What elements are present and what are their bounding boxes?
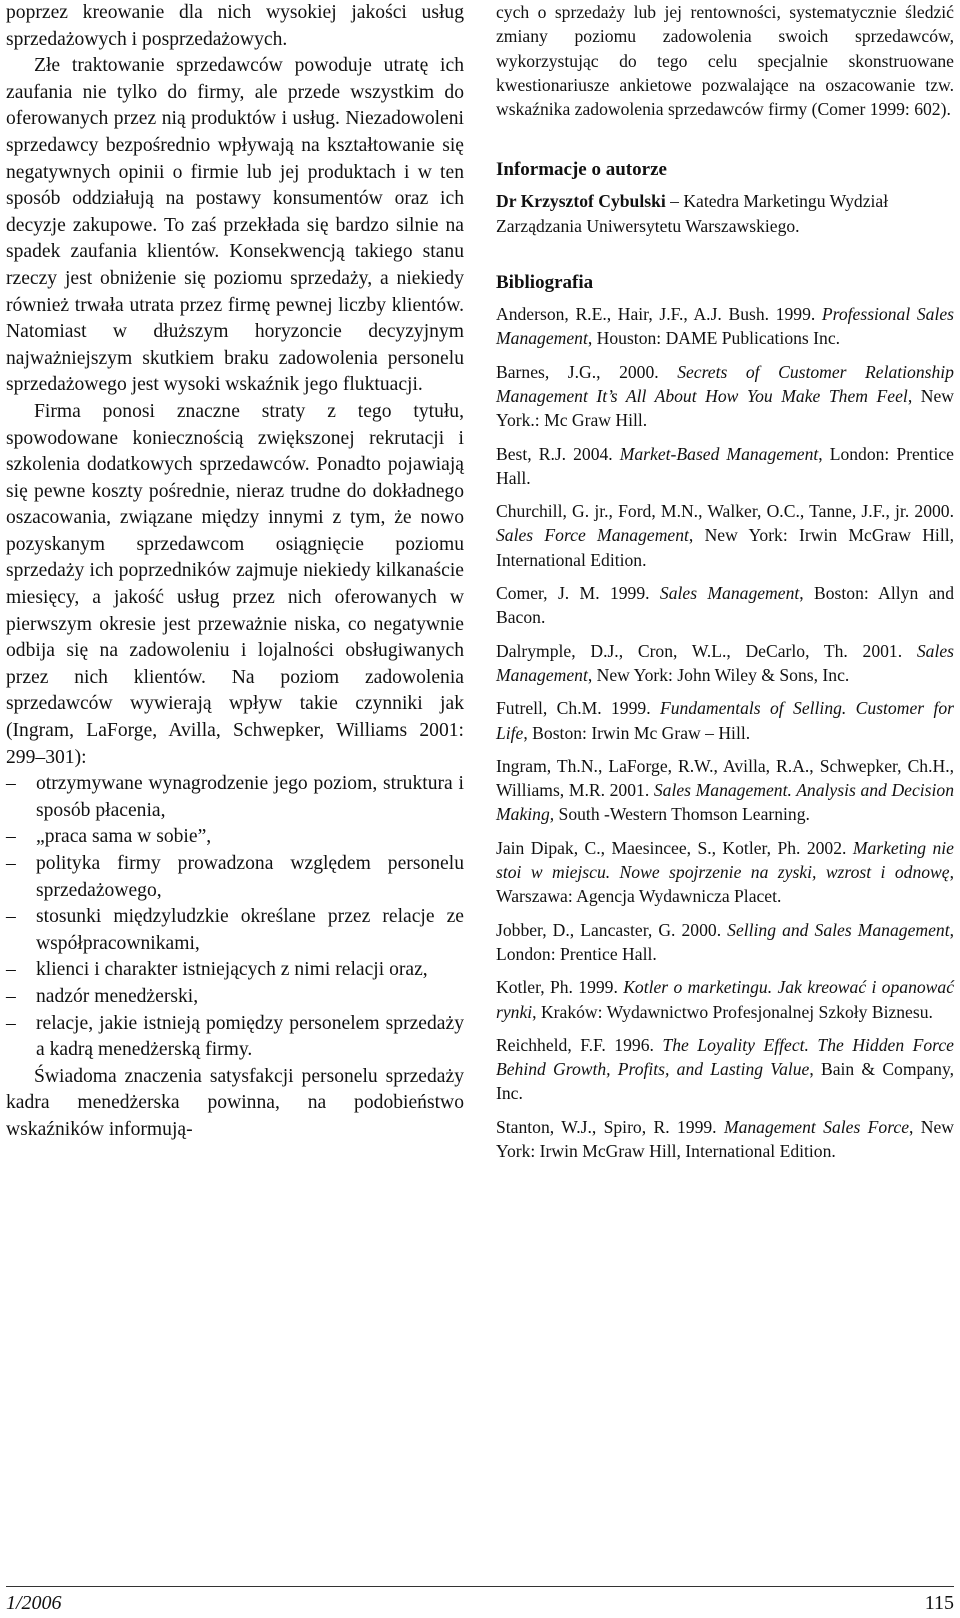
- bibliography-entry: Best, R.J. 2004. Market-Based Management, London: Prentice Hall.: [496, 443, 954, 488]
- right-column: [496, 0, 954, 1172]
- list-item: – relacje, jakie istnieją pomiędzy personelem sprzedaży a kadrą menedżerską firmy.: [6, 1011, 464, 1064]
- list-item: – nadzór menedżerski,: [6, 984, 464, 1011]
- list-item: – otrzymywane wynagrodzenie jego poziom, struktura i sposób płacenia,: [6, 771, 464, 824]
- body-paragraph-3: Firma ponosi znaczne straty z tego tytułu, spowodowane koniecznością zwiększonej rekrutacji i szkolenia dodatkowych sprzedawców. Ponadto pojawiają się pewne koszty pośrednie, nieraz trudne do dokładnego oszacowania, związane między innymi z tym, że nowo pozyskanym sprzedawcom osiągnięcie poziomu sprzedaży ich poprzedników zajmuje niekiedy kilkanaście miesięcy, a jakość usług przez nich oferowanych w pierwszym okresie jest przeważnie niska, co negatywnie odbija się na zadowoleniu i lojalności obsługiwanych przez nich klientów. Na poziom zadowolenia sprzedawców wywierają wpływ takie czynniki jak (Ingram, LaForge, Avilla, Schwepker, Williams 2001: 299–301):: [6, 400, 464, 768]
- bibliography-entry: Jain Dipak, C., Maesincee, S., Kotler, Ph. 2002. Marketing nie stoi w miejscu. Nowe spojrzenie na zyski, wzrost i odnowę, Warszawa: Agencja Wydawnicza Placet.: [496, 837, 954, 907]
- body-paragraph-2: Złe traktowanie sprzedawców powoduje utratę ich zaufania nie tylko do firmy, ale przede wszystkim do oferowanych przez nią produktów i usług. Niezadowoleni sprzedawcy bezpośrednio wpływają na kształtowanie się negatywnych opinii o firmie lub jej produktach i w ten sposób oddziałują na postawy konsumentów oraz ich decyzje zakupowe. To zaś przekłada się bardzo silnie na spadek zaufania klientów. Konsekwencją takiego stanu rzeczy jest obniżenie się poziomu sprzedaży, a niekiedy również trwała utrata przez firmę pewnej liczby klientów. Natomiast w dłuższym horyzoncie decyzyjnym najważniejszym skutkiem braku zadowolenia personelu sprzedażowego jest wysoki wskaźnik jego fluktuacji.: [6, 55, 464, 396]
- spacer: [496, 121, 954, 157]
- bibliography-heading: Bibliografia: [496, 272, 594, 294]
- bibliography-entry: Dalrymple, D.J., Cron, W.L., DeCarlo, Th. 2001. Sales Management, New York: John Wiley & Sons, Inc.: [496, 640, 954, 685]
- bibliography-entry: Kotler, Ph. 1999. Kotler o marketingu. Jak kreować i opanować rynki, Kraków: Wydawnictwo Profesjonalnej Szkoły Biznesu.: [496, 977, 955, 1022]
- bibliography-entry: Jobber, D., Lancaster, G. 2000. Selling and Sales Management, London: Prentice Hall.: [496, 919, 954, 964]
- list-item: – klienci i charakter istniejących z nimi relacji oraz,: [6, 957, 464, 984]
- author-heading: Informacje o autorze: [496, 159, 667, 181]
- list-item: – polityka firmy prowadzona względem personelu sprzedażowego,: [6, 851, 464, 904]
- body-paragraph-closing: Świadoma znaczenia satysfakcji personelu sprzedaży kadra menedżerska powinna, na podobieństwo wskaźników informują-: [6, 1065, 464, 1140]
- bibliography-entry: Futrell, Ch.M. 1999. Fundamentals of Selling. Customer for Life, Boston: Irwin Mc Graw – Hill.: [496, 698, 954, 743]
- issue-number: 1/2006: [6, 1592, 62, 1614]
- bibliography-list: [496, 302, 954, 1163]
- bibliography-entry: Stanton, W.J., Spiro, R. 1999. Management Sales Force, New York: Irwin McGraw Hill, International Edition.: [496, 1116, 954, 1161]
- author-name: Dr Krzysztof Cybulski: [496, 191, 666, 212]
- continued-paragraph: cych o sprzedaży lub jej rentowności, systematycznie śledzić zmiany poziomu zadowolenia swoich sprzedawców, wykorzystując do tego celu specjalnie skonstruowane kwestionariusze ankietowe pozwalające na oszacowanie tzw. wskaźnika zadowolenia sprzedawców firmy (Comer 1999: 602).: [496, 2, 954, 120]
- bibliography-entry: Comer, J. M. 1999. Sales Management, Boston: Allyn and Bacon.: [496, 583, 955, 628]
- bibliography-entry: Churchill, G. jr., Ford, M.N., Walker, O.C., Tanne, J.F., jr. 2000. Sales Force Management, New York: Irwin McGraw Hill, International Edition.: [496, 501, 954, 570]
- footer-rule: [6, 1586, 954, 1587]
- left-column: [6, 0, 464, 1144]
- author-affiliation: – Katedra Marketingu Wydział Zarządzania Uniwersytetu Warszawskiego.: [496, 191, 889, 236]
- satisfaction-factors-list: [6, 771, 464, 1064]
- body-paragraph-1: poprzez kreowanie dla nich wysokiej jakości usług sprzedażowych i posprzedażowych.: [6, 2, 464, 50]
- list-item: – „praca sama w sobie”,: [6, 824, 464, 851]
- spacer: [496, 238, 954, 270]
- author-info: [496, 189, 954, 238]
- bibliography-entry: Barnes, J.G., 2000. Secrets of Customer Relationship Management It’s All About How You Make Them Feel, New York.: Mc Graw Hill.: [496, 361, 954, 431]
- bibliography-entry: Ingram, Th.N., LaForge, R.W., Avilla, R.A., Schwepker, Ch.H., Williams, M.R. 2001. Sales Management. Analysis and Decision Making, South -Western Thomson Learning.: [496, 755, 955, 825]
- bibliography-entry: Reichheld, F.F. 1996. The Loyality Effect. The Hidden Force Behind Growth, Profits, and Lasting Value, Bain & Company, Inc.: [496, 1034, 954, 1104]
- bibliography-entry: Anderson, R.E., Hair, J.F., A.J. Bush. 1999. Professional Sales Management, Houston: DAME Publications Inc.: [496, 304, 954, 349]
- page-number: 115: [924, 1592, 954, 1614]
- list-item: – stosunki międzyludzkie określane przez relacje ze współpracownikami,: [6, 904, 464, 957]
